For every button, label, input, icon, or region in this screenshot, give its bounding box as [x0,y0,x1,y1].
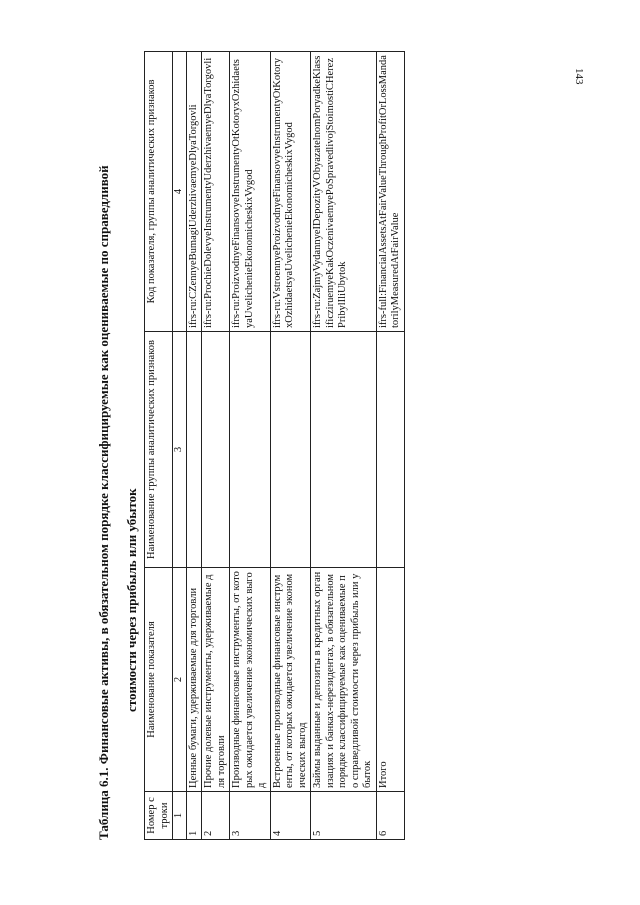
group-name [230,332,271,568]
indicator-code: ifrs-ru:ProizvodnyeFinansovyeInstrumentyOtKotoryxOzhidaetsyaUvelichenieEkonomicheskixVygod [230,52,271,332]
group-name [186,332,202,568]
group-name [270,332,311,568]
column-number: 4 [173,52,187,332]
group-name [202,332,230,568]
indicator-name: Итого [376,568,404,792]
indicator-name: Производные финансовые инструменты, от которых ожидается увеличение экономических выгод [230,568,271,792]
header-row-number: Номер строки [145,792,173,840]
indicator-code: ifrs-ru:ProchieDolevyeInstrumentyUderzhivaemyeDlyaTorgovli [202,52,230,332]
table-title-line-2: стоимости через прибыль или убыток [124,488,139,712]
table-row [270,52,311,840]
column-number: 3 [173,332,187,568]
page-number: 143 [573,68,585,85]
row-number: 6 [376,792,404,840]
header-indicator-name: Наименование показателя [145,568,173,792]
indicator-name: Встроенные производные финансовые инструменты, от которых ожидается увеличение экономических выгод [270,568,311,792]
column-number: 1 [173,792,187,840]
indicator-name: Ценные бумаги, удерживаемые для торговли [186,568,202,792]
indicator-code: ifrs-ru:VstroennyeProizvodnyeFinansovyeInstrumentyOtKotoryxOzhidaetsyaUvelichenieEkonomicheskixVygod [270,52,311,332]
rotated-content [96,50,536,840]
row-number: 4 [270,792,311,840]
row-number: 5 [311,792,377,840]
table-row [376,52,404,840]
column-numbers-row [173,52,187,840]
indicator-code: ifrs-full:FinancialAssetsAtFairValueThroughProfitOrLossMandatorilyMeasuredAtFairValue [376,52,404,332]
row-number: 1 [186,792,202,840]
financial-assets-table [144,51,405,840]
header-code: Код показателя, группы аналитических признаков [145,52,173,332]
indicator-code: ifrs-ru:ZajmyVydannyeIDepozityVObyazatelnomPoryadkeKlassificziruemyeKakOczenivaemyePoSpravedlivojStoimostiCHerezPribylIliUbytok [311,52,377,332]
table-row [230,52,271,840]
table-row [186,52,202,840]
column-number: 2 [173,568,187,792]
row-number: 3 [230,792,271,840]
table-row [311,52,377,840]
indicator-code: ifrs-ru:CZennyeBumagiUderzhivaemyeDlyaTorgovli [186,52,202,332]
indicator-name: Займы выданные и депозиты в кредитных организациях и банках-нерезидентах, в обязательном порядке классифицируемые как оцениваемые по справедливой стоимости через прибыль или убыток [311,568,377,792]
indicator-name: Прочие долевые инструменты, удерживаемые для торговли [202,568,230,792]
header-group-name: Наименование группы аналитических признаков [145,332,173,568]
group-name [311,332,377,568]
table-header-row [145,52,173,840]
group-name [376,332,404,568]
table-title-line-1: Таблица 6.1. Финансовые активы, в обязательном порядке классифицируемые как оцениваемые по справедливой [96,165,111,840]
table-row [202,52,230,840]
row-number: 2 [202,792,230,840]
